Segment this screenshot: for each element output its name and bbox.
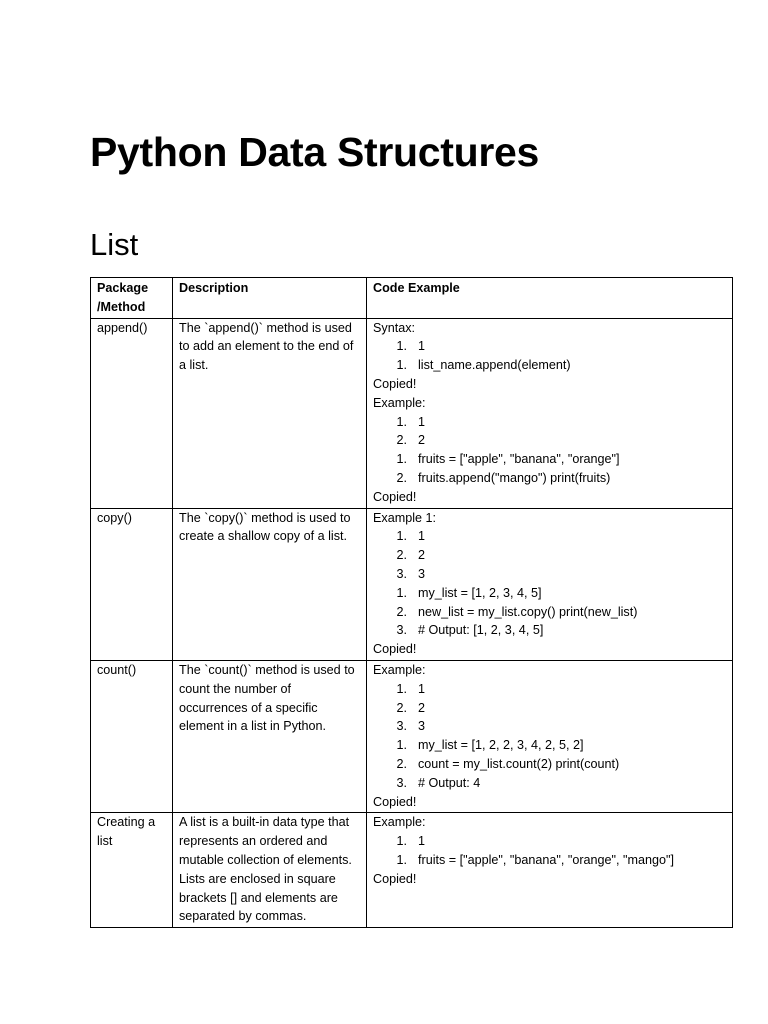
code-label: Example: — [373, 395, 426, 410]
list-number: 1. — [396, 585, 407, 600]
list-number: 3. — [396, 566, 407, 581]
table-header-row — [91, 278, 733, 319]
table-row — [91, 813, 733, 928]
list-number: 1. — [396, 452, 407, 467]
header-method: Package /Method — [91, 278, 173, 319]
copied-label: Copied! — [373, 871, 417, 886]
code-text: # Output: 4 — [418, 775, 481, 790]
list-number: 2. — [396, 604, 407, 619]
code-list — [373, 450, 726, 488]
code-text: 3 — [418, 566, 426, 581]
code-example-cell — [367, 318, 733, 508]
copied-label: Copied! — [373, 376, 417, 391]
code-list-item — [373, 469, 726, 488]
code-list-item — [373, 546, 726, 565]
code-text: my_list = [1, 2, 3, 4, 5] — [418, 585, 542, 600]
code-list — [373, 680, 726, 736]
list-number: 1. — [396, 414, 407, 429]
list-number: 1. — [396, 358, 407, 373]
methods-table — [90, 277, 733, 928]
table-row — [91, 508, 733, 660]
code-list-item — [373, 431, 726, 450]
code-list-item — [373, 565, 726, 584]
code-text: new_list = my_list.copy() print(new_list) — [418, 604, 638, 619]
code-example-cell — [367, 508, 733, 660]
code-text: list_name.append(element) — [418, 358, 571, 373]
code-list-item — [373, 774, 726, 793]
list-number: 2. — [396, 756, 407, 771]
method-cell: count() — [91, 660, 173, 812]
code-example-cell — [367, 660, 733, 812]
code-list-item — [373, 413, 726, 432]
code-text: 3 — [418, 719, 426, 734]
list-number: 1. — [396, 339, 407, 354]
code-text: 1 — [418, 339, 426, 354]
code-label: Example: — [373, 815, 426, 830]
code-list-item — [373, 680, 726, 699]
list-number: 2. — [396, 433, 407, 448]
code-text: count = my_list.count(2) print(count) — [418, 756, 620, 771]
section-title-list: List — [90, 227, 139, 262]
copied-label: Copied! — [373, 794, 417, 809]
code-text: 2 — [418, 700, 426, 715]
list-number: 3. — [396, 719, 407, 734]
code-text: # Output: [1, 2, 3, 4, 5] — [418, 623, 544, 638]
code-list — [373, 356, 726, 375]
code-list-item — [373, 755, 726, 774]
method-cell: copy() — [91, 508, 173, 660]
code-text: 1 — [418, 414, 426, 429]
code-label: Example 1: — [373, 510, 436, 525]
code-list — [373, 584, 726, 640]
list-number: 1. — [396, 738, 407, 753]
list-number: 2. — [396, 548, 407, 563]
description-cell: The `copy()` method is used to create a shallow copy of a list. — [173, 508, 367, 660]
list-number: 1. — [396, 529, 407, 544]
code-label: Syntax: — [373, 320, 415, 335]
header-code-example: Code Example — [367, 278, 733, 319]
code-list-item — [373, 603, 726, 622]
list-number: 1. — [396, 852, 407, 867]
method-cell: append() — [91, 318, 173, 508]
list-number: 2. — [396, 700, 407, 715]
description-cell: A list is a built-in data type that represents an ordered and mutable collection of elements. Lists are enclosed in square brackets [] and elements are separated by commas. — [173, 813, 367, 928]
code-list-item — [373, 736, 726, 755]
code-list — [373, 736, 726, 792]
code-text: 2 — [418, 548, 426, 563]
code-list-item — [373, 699, 726, 718]
code-list — [373, 832, 726, 851]
code-text: fruits.append("mango") print(fruits) — [418, 470, 611, 485]
code-list-item — [373, 356, 726, 375]
header-description: Description — [173, 278, 367, 319]
code-list — [373, 851, 726, 870]
code-text: 1 — [418, 681, 426, 696]
code-list-item — [373, 527, 726, 546]
code-list-item — [373, 584, 726, 603]
code-example-cell — [367, 813, 733, 928]
description-cell: The `append()` method is used to add an element to the end of a list. — [173, 318, 367, 508]
code-list — [373, 337, 726, 356]
code-text: 2 — [418, 433, 426, 448]
list-number: 1. — [396, 834, 407, 849]
list-number: 2. — [396, 470, 407, 485]
code-text: my_list = [1, 2, 2, 3, 4, 2, 5, 2] — [418, 738, 584, 753]
copied-label: Copied! — [373, 642, 417, 657]
list-number: 3. — [396, 623, 407, 638]
description-cell: The `count()` method is used to count the number of occurrences of a specific element in a list in Python. — [173, 660, 367, 812]
code-list — [373, 527, 726, 583]
code-text: fruits = ["apple", "banana", "orange"] — [418, 452, 620, 467]
code-list — [373, 413, 726, 451]
code-list-item — [373, 450, 726, 469]
code-label: Example: — [373, 662, 426, 677]
code-list-item — [373, 717, 726, 736]
code-text: fruits = ["apple", "banana", "orange", "mango"] — [418, 852, 674, 867]
code-text: 1 — [418, 834, 426, 849]
page-title: Python Data Structures — [90, 129, 540, 175]
code-list-item — [373, 851, 726, 870]
list-number: 1. — [396, 681, 407, 696]
code-list-item — [373, 832, 726, 851]
code-list-item — [373, 621, 726, 640]
table-row — [91, 660, 733, 812]
list-number: 3. — [396, 775, 407, 790]
copied-label: Copied! — [373, 489, 417, 504]
table-row — [91, 318, 733, 508]
method-cell: Creating a list — [91, 813, 173, 928]
code-list-item — [373, 337, 726, 356]
code-text: 1 — [418, 529, 426, 544]
